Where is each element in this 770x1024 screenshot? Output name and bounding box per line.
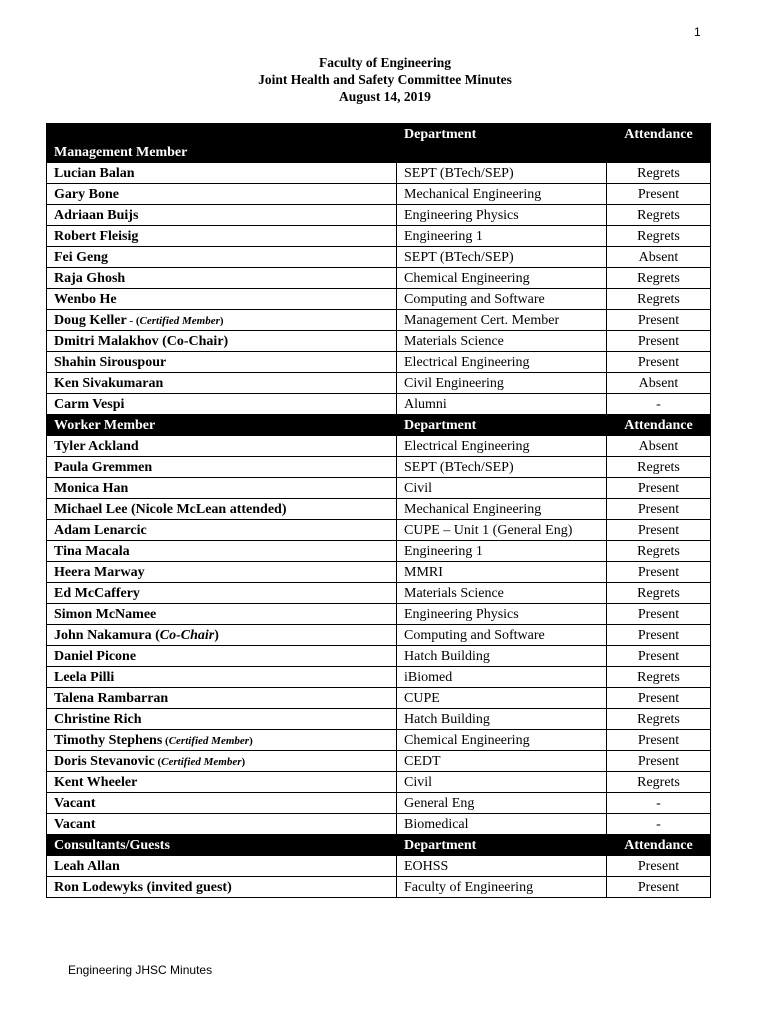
department-cell: Engineering Physics [397,604,607,625]
member-name: Adam Lenarcic [54,523,147,538]
department-cell: CUPE [397,688,607,709]
member-role-close: ) [214,628,219,643]
member-name-cell [47,436,397,457]
table-row [47,667,711,688]
attendance-cell: Absent [607,436,711,457]
department-header: Department [397,124,607,163]
table-row [47,394,711,415]
member-name: Paula Gremmen [54,460,153,475]
department-cell: Civil [397,772,607,793]
member-name-cell [47,541,397,562]
attendance-cell: Regrets [607,205,711,226]
attendance-cell: Regrets [607,457,711,478]
attendance-table [46,123,711,898]
table-row [47,331,711,352]
table-row [47,751,711,772]
member-name-cell [47,184,397,205]
table-row [47,604,711,625]
member-name-cell [47,793,397,814]
attendance-cell: Regrets [607,268,711,289]
table-row [47,247,711,268]
note-close: ) [249,735,253,747]
member-name: John Nakamura ( [54,628,160,643]
member-name: Ed McCaffery [54,586,140,601]
table-row [47,583,711,604]
table-row [47,499,711,520]
section-label: Consultants/Guests [47,835,397,856]
table-row [47,310,711,331]
department-cell: Materials Science [397,583,607,604]
table-row [47,856,711,877]
attendance-cell: Present [607,751,711,772]
attendance-cell: Absent [607,247,711,268]
member-name: Christine Rich [54,712,142,727]
attendance-cell: Regrets [607,541,711,562]
member-name: Ron Lodewyks (invited guest) [54,880,232,895]
attendance-cell: Absent [607,373,711,394]
table-row [47,730,711,751]
member-name-cell [47,289,397,310]
table-row [47,478,711,499]
attendance-cell: Present [607,688,711,709]
member-name-cell [47,499,397,520]
member-name-cell [47,772,397,793]
attendance-cell: Present [607,856,711,877]
member-name: Doug Keller [54,313,127,328]
member-name-cell [47,331,397,352]
page-footer: Engineering JHSC Minutes [68,963,213,977]
attendance-cell: Present [607,877,711,898]
member-name: Raja Ghosh [54,271,126,286]
member-name: Talena Rambarran [54,691,169,706]
department-cell: Biomedical [397,814,607,835]
table-row [47,184,711,205]
member-name: Vacant [54,817,96,832]
member-name: Tyler Ackland [54,439,139,454]
member-name-cell [47,604,397,625]
member-name: Vacant [54,796,96,811]
member-name: Fei Geng [54,250,109,265]
table-row [47,772,711,793]
title-faculty: Faculty of Engineering [319,55,451,70]
department-cell: Civil Engineering [397,373,607,394]
member-name-cell [47,205,397,226]
table-row [47,289,711,310]
attendance-cell: Present [607,625,711,646]
note-close: ) [219,315,224,327]
department-cell: Mechanical Engineering [397,499,607,520]
attendance-header: Attendance [607,415,711,436]
department-cell: CUPE – Unit 1 (General Eng) [397,520,607,541]
certified-note: Certified Member [168,735,250,747]
member-name-cell [47,709,397,730]
attendance-cell: Present [607,184,711,205]
member-name-cell [47,583,397,604]
department-cell: EOHSS [397,856,607,877]
document-title [0,54,770,105]
table-row [47,814,711,835]
attendance-cell: - [607,394,711,415]
member-name: Leah Allan [54,859,120,874]
title-committee: Joint Health and Safety Committee Minutes [258,72,512,87]
member-name-cell [47,373,397,394]
member-name: Gary Bone [54,187,119,202]
member-name: Simon McNamee [54,607,157,622]
table-row [47,268,711,289]
member-name: Lucian Balan [54,166,135,181]
department-cell: Hatch Building [397,646,607,667]
section-header-consultants [47,835,711,856]
note-open: ( [162,735,169,747]
member-name: Daniel Picone [54,649,137,664]
department-cell: General Eng [397,793,607,814]
table-row [47,373,711,394]
department-cell: Electrical Engineering [397,352,607,373]
department-cell: Faculty of Engineering [397,877,607,898]
table-row [47,793,711,814]
attendance-header: Attendance [607,835,711,856]
certified-note: Certified Member [139,315,220,327]
department-cell: SEPT (BTech/SEP) [397,247,607,268]
member-name-cell [47,478,397,499]
table-row [47,877,711,898]
department-cell: Computing and Software [397,625,607,646]
attendance-cell: Present [607,604,711,625]
department-cell: iBiomed [397,667,607,688]
member-name-cell [47,646,397,667]
member-name-cell [47,877,397,898]
member-name: Robert Fleisig [54,229,139,244]
member-name-cell [47,856,397,877]
member-name: Adriaan Buijs [54,208,139,223]
attendance-cell: Present [607,646,711,667]
attendance-cell: Regrets [607,289,711,310]
department-cell: Chemical Engineering [397,268,607,289]
member-name: Monica Han [54,481,129,496]
department-cell: Engineering Physics [397,205,607,226]
table-row [47,688,711,709]
member-name: Heera Marway [54,565,145,580]
member-name-cell [47,814,397,835]
attendance-header: Attendance [607,124,711,163]
member-role: Co-Chair [159,628,215,643]
member-name: Doris Stevanovic [54,754,155,769]
department-cell: Electrical Engineering [397,436,607,457]
attendance-cell: Regrets [607,667,711,688]
attendance-cell: Present [607,520,711,541]
table-row [47,541,711,562]
member-name-cell [47,730,397,751]
attendance-cell: Present [607,352,711,373]
member-name: Ken Sivakumaran [54,376,164,391]
attendance-cell: Present [607,478,711,499]
department-cell: Management Cert. Member [397,310,607,331]
member-name: Carm Vespi [54,397,125,412]
department-cell: Mechanical Engineering [397,184,607,205]
member-name: Michael Lee (Nicole McLean attended) [54,502,287,517]
department-cell: SEPT (BTech/SEP) [397,457,607,478]
department-cell: Materials Science [397,331,607,352]
table-row [47,520,711,541]
member-name-cell [47,562,397,583]
table-row [47,205,711,226]
department-cell: MMRI [397,562,607,583]
department-header: Department [397,415,607,436]
member-name: Dmitri Malakhov (Co-Chair) [54,334,229,349]
department-cell: Alumni [397,394,607,415]
attendance-cell: Regrets [607,226,711,247]
department-cell: Civil [397,478,607,499]
member-name-cell [47,520,397,541]
department-cell: SEPT (BTech/SEP) [397,163,607,184]
department-cell: Engineering 1 [397,541,607,562]
attendance-cell: Present [607,331,711,352]
member-name: Shahin Sirouspour [54,355,167,370]
member-name: Wenbo He [54,292,117,307]
department-cell: Computing and Software [397,289,607,310]
member-name-cell [47,247,397,268]
note-open: - ( [126,315,140,327]
department-cell: Chemical Engineering [397,730,607,751]
attendance-cell: Present [607,499,711,520]
attendance-cell: Regrets [607,772,711,793]
section-label: Worker Member [47,415,397,436]
note-close: ) [241,756,246,768]
attendance-cell: - [607,793,711,814]
department-cell: CEDT [397,751,607,772]
department-header: Department [397,835,607,856]
member-name: Kent Wheeler [54,775,138,790]
attendance-cell: Present [607,730,711,751]
attendance-cell: Present [607,562,711,583]
member-name-cell [47,226,397,247]
department-cell: Engineering 1 [397,226,607,247]
section-header-management [47,124,711,163]
table-row [47,457,711,478]
attendance-cell: Regrets [607,163,711,184]
table-row [47,709,711,730]
title-date: August 14, 2019 [339,89,431,104]
note-open: ( [154,756,162,768]
member-name-cell [47,667,397,688]
member-name-cell [47,688,397,709]
attendance-cell: - [607,814,711,835]
certified-note: Certified Member [161,756,242,768]
member-name: Timothy Stephens [54,733,163,748]
member-name-cell [47,457,397,478]
attendance-cell: Regrets [607,709,711,730]
section-label: Management Member [47,124,397,163]
table-row [47,436,711,457]
table-row [47,646,711,667]
attendance-cell: Regrets [607,583,711,604]
member-name-cell [47,163,397,184]
member-name-cell [47,352,397,373]
department-cell: Hatch Building [397,709,607,730]
member-name-cell [47,394,397,415]
table-row [47,562,711,583]
table-row [47,163,711,184]
member-name: Leela Pilli [54,670,115,685]
member-name-cell [47,310,397,331]
table-row [47,352,711,373]
page-number: 1 [694,25,701,39]
section-header-worker [47,415,711,436]
table-row [47,625,711,646]
member-name-cell [47,268,397,289]
member-name-cell [47,625,397,646]
member-name: Tina Macala [54,544,130,559]
table-row [47,226,711,247]
member-name-cell [47,751,397,772]
attendance-cell: Present [607,310,711,331]
